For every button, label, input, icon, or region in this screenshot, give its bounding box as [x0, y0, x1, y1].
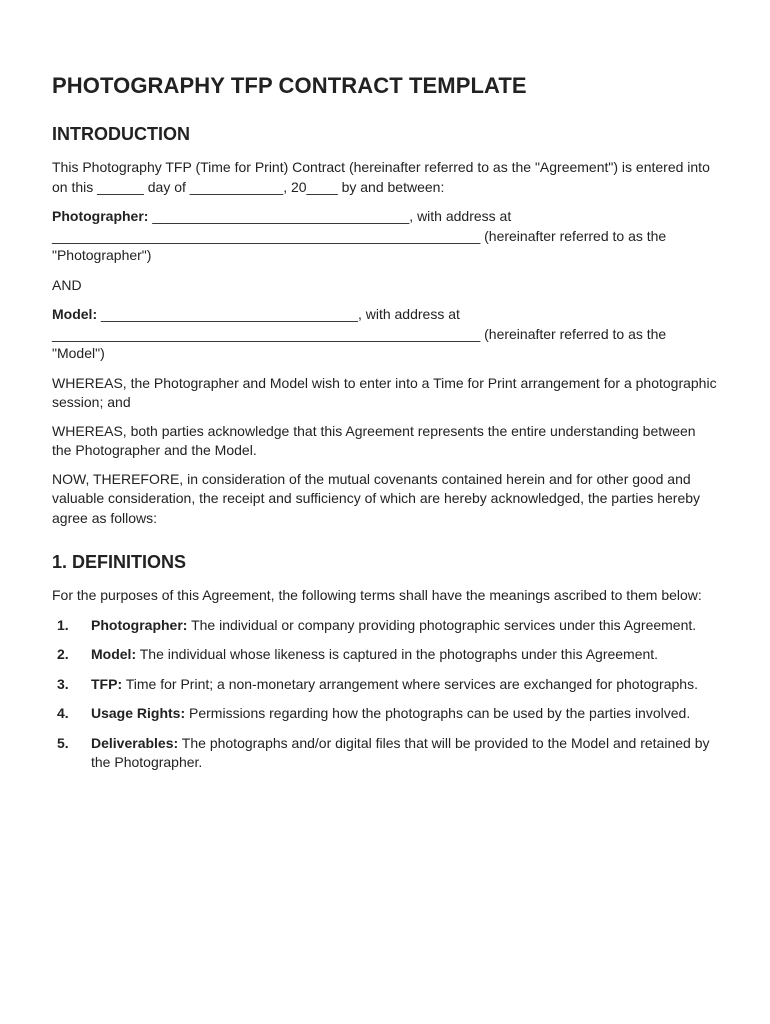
definitions-intro: For the purposes of this Agreement, the following terms shall have the meanings ascribed to them below:: [52, 587, 702, 603]
list-item: [52, 616, 718, 636]
list-item-number: 1.: [57, 616, 69, 633]
model-label: Model:: [52, 306, 98, 322]
photographer-paragraph: [52, 207, 718, 266]
definitions-heading: 1. DEFINITIONS: [52, 552, 187, 572]
list-item-term: Model:: [91, 646, 137, 662]
photographer-details: _________________________________, with address at _______________________________________________________ (hereinafter referred to as the "Photographer"): [52, 208, 667, 263]
list-item: [52, 645, 718, 665]
list-item-term: TFP:: [91, 675, 123, 692]
list-item: [52, 734, 718, 773]
list-item-text: The photographs and/or digital files that will be provided to the Model and retained by the Photographer.: [91, 734, 710, 770]
and-paragraph: AND: [52, 276, 82, 293]
definitions-list: [52, 616, 718, 773]
list-item-term: Deliverables:: [91, 734, 179, 751]
list-item: [52, 704, 718, 724]
photographer-label: Photographer:: [52, 208, 149, 224]
now-therefore-paragraph: NOW, THEREFORE, in consideration of the mutual covenants contained herein and for other good and valuable consideration, the receipt and sufficiency of which are hereby acknowledged, the parties hereby agree as follows:: [52, 470, 701, 526]
list-item-number: 4.: [57, 705, 69, 721]
list-item-number: 2.: [57, 646, 69, 662]
model-details: _________________________________, with address at _______________________________________________________ (hereinafter referred to as the "Model"): [52, 306, 667, 361]
introduction-heading: INTRODUCTION: [52, 124, 190, 144]
list-item-number: 5.: [57, 734, 69, 751]
document-title: PHOTOGRAPHY TFP CONTRACT TEMPLATE: [52, 73, 527, 98]
list-item-text: The individual or company providing photographic services under this Agreement.: [187, 616, 697, 633]
list-item-term: Usage Rights:: [91, 705, 186, 721]
list-item-number: 3.: [57, 675, 69, 692]
list-item-text: Permissions regarding how the photographs can be used by the parties involved.: [185, 705, 691, 721]
model-paragraph: [52, 305, 718, 364]
list-item-term: Photographer:: [91, 616, 188, 633]
list-item-text: The individual whose likeness is captured in the photographs under this Agreement.: [136, 646, 659, 662]
whereas-paragraph-1: WHEREAS, the Photographer and Model wish to enter into a Time for Print arrangement for a photographic session; and: [52, 374, 717, 410]
whereas-paragraph-2: WHEREAS, both parties acknowledge that this Agreement represents the entire understanding between the Photographer and the Model.: [52, 422, 696, 458]
list-item: [52, 675, 718, 695]
list-item-text: Time for Print; a non-monetary arrangement where services are exchanged for photographs.: [122, 675, 698, 692]
opening-paragraph: This Photography TFP (Time for Print) Contract (hereinafter referred to as the "Agreement") is entered into on this ______ day of ____________, 20____ by and between:: [52, 159, 710, 195]
